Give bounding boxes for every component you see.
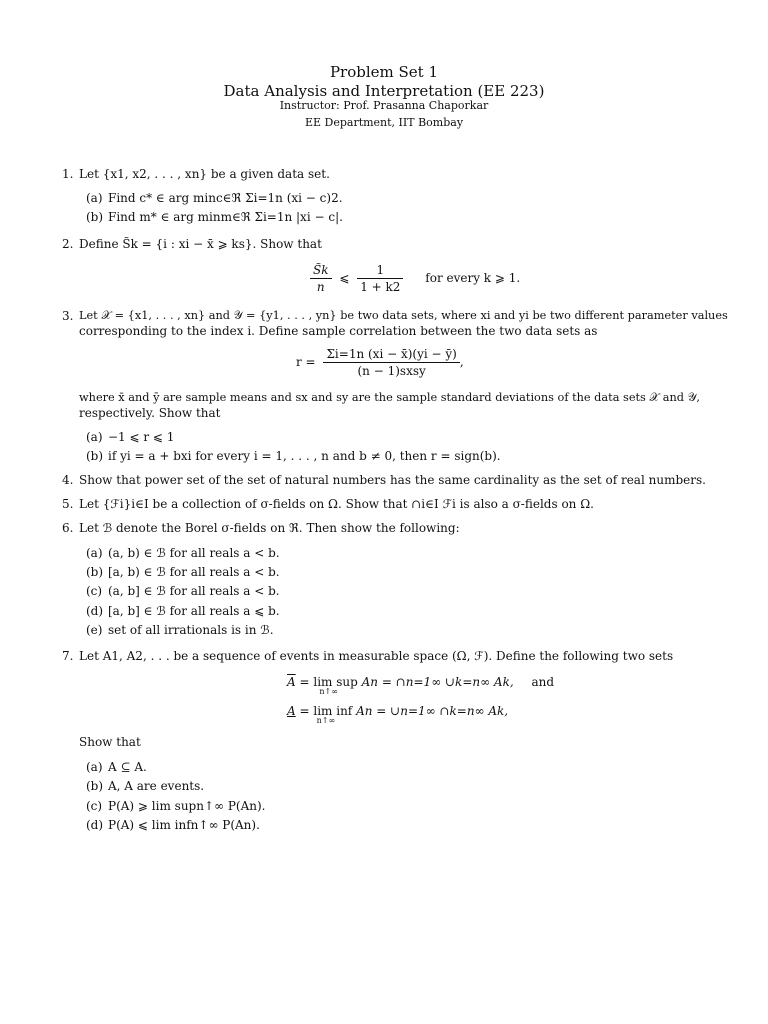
problem-2-text: Define S̃k = {i : xi − x̄ ⩾ ks}. Show that [79, 237, 322, 251]
problem-6b-text: [a, b) ∈ ℬ for all reals a < b. [108, 565, 280, 579]
problem-3b-label: (b) [86, 449, 104, 463]
problem-3-text-line2: corresponding to the index i. Define sample correlation between the two data sets as [79, 324, 598, 338]
eq-fraction-lhs: $\frac{S̃k}{n}$ [310, 262, 332, 295]
problem-3-after-line1: where x̄ and ȳ are sample means and sx and sy are the sample standard deviations of the data sets 𝒳 and 𝒴, [79, 391, 701, 404]
problem-5-number: 5. [62, 497, 74, 511]
problem-7b-label: (b) [86, 779, 104, 793]
problem-3-text-line1: Let 𝒳 = {x1, . . . , xn} and 𝒴 = {y1, . . . , yn} be two data sets, where xi and yi be two different parameter values [79, 309, 728, 322]
problem-3-number: 3. [62, 309, 74, 323]
problem-1b-label: (b) [86, 210, 104, 224]
problem-7-show-that: Show that [79, 735, 141, 749]
problem-6-number: 6. [62, 521, 74, 535]
problem-2-equation: $\frac{S̃k}{n}$ ⩽ $\frac{1}{1 + k2}$ for every k ⩾ 1. [310, 262, 520, 295]
problem-7d-text: P(A) ⩽ lim infn↑∞ P(An). [108, 818, 260, 832]
problem-3a-label: (a) [86, 430, 103, 444]
liminf-equation: A = lim inf n↑∞ An = ∪n=1∞ ∩k=n∞ Ak, [287, 704, 509, 725]
problem-7d-label: (d) [86, 818, 104, 832]
problem-6-text: Let ℬ denote the Borel σ-fields on ℜ. Then show the following: [79, 521, 460, 535]
problem-6c-label: (c) [86, 584, 103, 598]
problem-7-number: 7. [62, 649, 74, 663]
problem-7-text: Let A1, A2, . . . be a sequence of events in measurable space (Ω, ℱ). Define the following two sets [79, 649, 674, 663]
problem-7a-label: (a) [86, 760, 103, 774]
problem-6c-text: (a, b] ∈ ℬ for all reals a < b. [108, 584, 280, 598]
problem-6e-label: (e) [86, 623, 103, 637]
problem-7b-text: A, A are events. [108, 779, 205, 793]
problem-1b-text: Find m* ∈ arg minm∈ℜ Σi=1n |xi − c|. [108, 210, 343, 224]
problem-7c-text: P(A) ⩾ lim supn↑∞ P(An). [108, 799, 266, 813]
instructor-line: Instructor: Prof. Prasanna Chaporkar [279, 99, 489, 112]
problem-6b-label: (b) [86, 565, 104, 579]
correlation-fraction: $\frac{\Sigma i=1n (xi - x̄)(yi - ȳ)}{\text{(n − 1)sxsy}}$ [323, 346, 459, 379]
problem-6e-text: set of all irrationals is in ℬ. [108, 623, 274, 637]
problem-4-text: Show that power set of the set of natural numbers has the same cardinality as the set of real numbers. [79, 473, 706, 487]
problem-1a-text: Find c* ∈ arg minc∈ℜ Σi=1n (xi − c)2. [108, 191, 343, 205]
problem-3b-text: if yi = a + bxi for every i = 1, . . . , n and b ≠ 0, then r = sign(b). [108, 449, 501, 463]
problem-1-number: 1. [62, 167, 74, 181]
problem-3-after-line2: respectively. Show that [79, 406, 221, 420]
problem-7c-label: (c) [86, 799, 103, 813]
problem-1-text: Let {x1, x2, . . . , xn} be a given data set. [79, 167, 330, 181]
problem-6d-text: [a, b] ∈ ℬ for all reals a ⩽ b. [108, 604, 280, 618]
problem-7a-text: A ⊆ A. [108, 760, 147, 774]
problem-6d-label: (d) [86, 604, 104, 618]
problem-2-number: 2. [62, 237, 74, 251]
problem-6a-text: (a, b) ∈ ℬ for all reals a < b. [108, 546, 280, 560]
problem-5-text: Let {ℱi}i∈I be a collection of σ-fields on Ω. Show that ∩i∈I ℱi is also a σ-fields on Ω. [79, 497, 594, 511]
limsup-equation: $\overline{A} = \lim$ sup n↑∞ An = ∩n=1∞ ∪k=n∞ Ak, and [287, 675, 555, 696]
page-title: Problem Set 1 [329, 63, 439, 81]
department-line: EE Department, IIT Bombay [304, 116, 464, 129]
problem-4-number: 4. [62, 473, 74, 487]
eq-fraction-rhs: $\frac{1}{1 + k2}$ [357, 262, 403, 295]
problem-3a-text: −1 ⩽ r ⩽ 1 [108, 430, 175, 444]
course-title: Data Analysis and Interpretation (EE 223) [223, 82, 545, 100]
problem-1a-label: (a) [86, 191, 103, 205]
problem-6a-label: (a) [86, 546, 103, 560]
problem-3-equation: r = $\frac{\Sigma i=1n (xi - x̄)(yi - ȳ)}{\text{(n − 1)sxsy}}$ , [296, 347, 464, 379]
